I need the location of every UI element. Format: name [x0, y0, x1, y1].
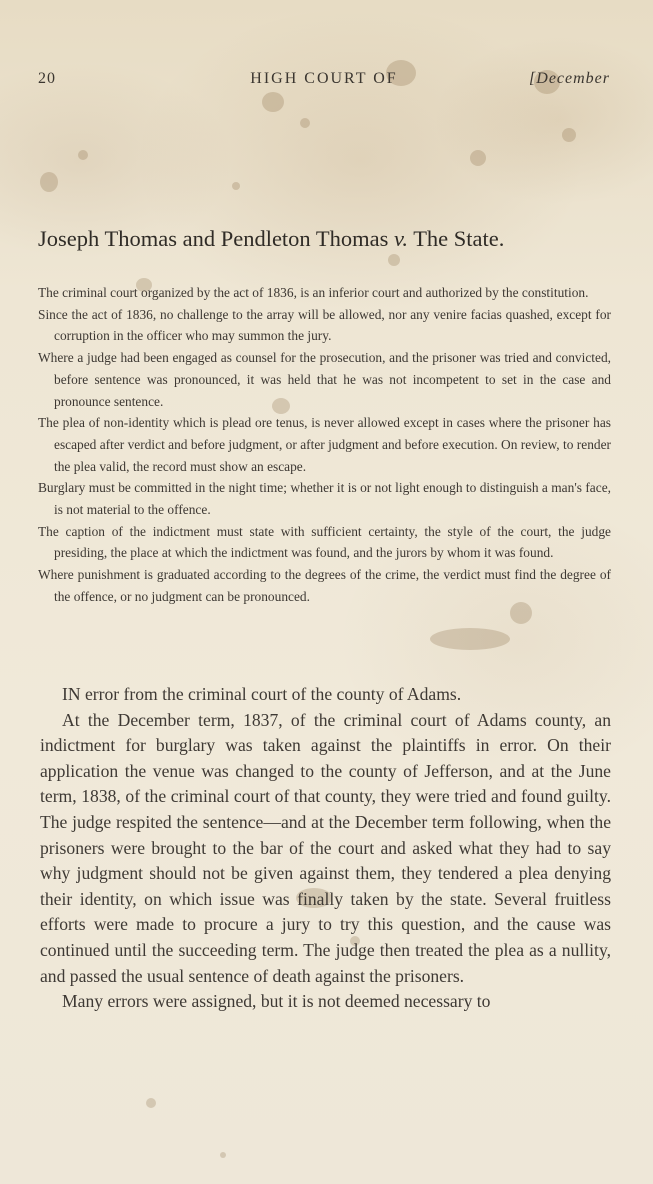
headnote: Burglary must be committed in the night time; whether it is or not light enough to distinguish a man's face, is not material to the offence.: [38, 480, 611, 518]
stain-mark: [562, 128, 576, 142]
stain-mark: [220, 1152, 226, 1158]
stain-mark: [300, 118, 310, 128]
running-head: [38, 70, 610, 94]
case-parties-second: The State.: [413, 226, 505, 251]
stain-mark: [232, 182, 240, 190]
stain-mark: [430, 628, 510, 650]
stain-mark: [470, 150, 486, 166]
stain-mark: [78, 150, 88, 160]
body-text: [40, 682, 611, 1015]
stain-mark: [262, 92, 284, 112]
case-parties-first: Joseph Thomas and Pendleton Thomas: [38, 226, 389, 251]
case-title: [38, 226, 618, 252]
syllabus: [38, 282, 611, 608]
headnote: The criminal court organized by the act of 1836, is an inferior court and authorized by the constitution.: [38, 285, 589, 300]
stain-mark: [388, 254, 400, 266]
page-number: 20: [38, 70, 56, 87]
headnote: Where punishment is graduated according to the degrees of the crime, the verdict must find the degree of the offence, or no judgment can be pronounced.: [38, 567, 611, 604]
stain-mark: [40, 172, 58, 192]
body-paragraph: Many errors were assigned, but it is not deemed necessary to: [62, 991, 491, 1012]
case-versus: v.: [394, 226, 408, 251]
headnote: The caption of the indictment must state with sufficient certainty, the style of the court, the judge presiding, the place at which the indictment was found, and the jurors by whom it was found.: [38, 523, 611, 561]
headnote: Where a judge had been engaged as counsel for the prosecution, and the prisoner was tried and convicted, before sentence was pronounced, it was held that he was not incompetent to set in the case and pronounce sentence.: [38, 350, 611, 409]
headnote: The plea of non-identity which is plead ore tenus, is never allowed except in cases where the prisoner has escaped after verdict and before judgment, or after judgment and before execution. On review, to render the plea valid, the record must show an escape.: [38, 415, 611, 474]
running-head-title: HIGH COURT OF: [250, 70, 398, 87]
headnote: Since the act of 1836, no challenge to the array will be allowed, nor any venire facias quashed, except for corruption in the officer who may summon the jury.: [38, 306, 611, 344]
body-paragraph: IN error from the criminal court of the county of Adams.: [62, 684, 462, 704]
body-paragraph: At the December term, 1837, of the criminal court of Adams county, an indictment for burglary was taken against the plaintiffs in error. On their application the venue was changed to the county of Jefferson, and at the June term, 1838, of the criminal court of that county, they were tried and found guilty. The judge respited the sentence—and at the December term following, when the prisoners were brought to the bar of the court and asked what they had to say why judgment should not be given against them, they tendered a plea denying their identity, on which issue was finally taken by the state. Several fruitless efforts were made to procure a jury to try this question, and the cause was continued until the succeeding term. The judge then treated the plea as a nullity, and passed the usual sentence of death against the prisoners.: [40, 709, 611, 986]
stain-mark: [146, 1098, 156, 1108]
running-head-month: [December: [529, 70, 610, 87]
